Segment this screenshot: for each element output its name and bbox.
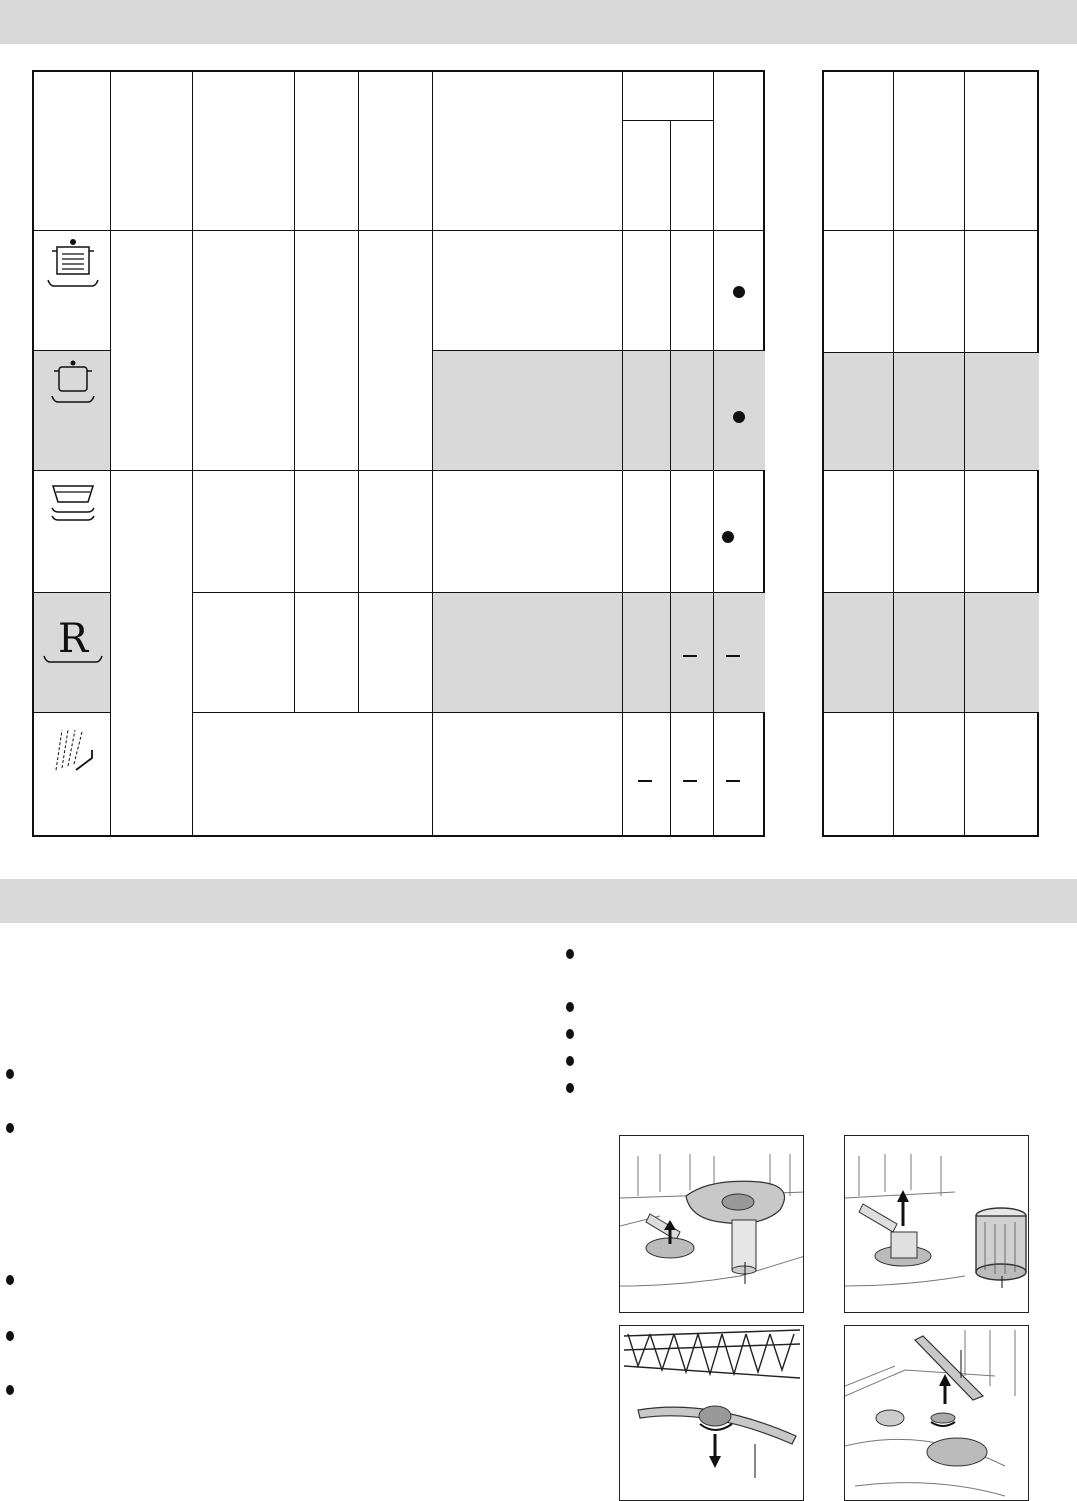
row-line xyxy=(824,592,1039,593)
lower-spray-arm-figure xyxy=(619,1325,804,1501)
col-line xyxy=(670,120,671,837)
header-bottom-line xyxy=(34,230,765,231)
option-mark-dot xyxy=(733,411,745,423)
header-bottom-line xyxy=(824,230,1039,231)
row-line xyxy=(34,712,110,713)
header-sub-line xyxy=(622,120,713,121)
filter-removal-figure xyxy=(619,1135,804,1313)
col-line xyxy=(192,72,193,837)
bullet-point xyxy=(6,1385,14,1395)
shade-row-4 xyxy=(824,592,1039,712)
bullet-point xyxy=(6,1275,14,1285)
lower-spray-arm-illustration xyxy=(620,1326,804,1501)
row-line xyxy=(432,350,765,351)
row-line xyxy=(192,712,765,713)
upper-spray-arm-illustration xyxy=(845,1326,1029,1501)
row-line xyxy=(824,470,1039,471)
filter-cylinder-illustration xyxy=(845,1136,1029,1313)
shade-row-2 xyxy=(824,352,1039,470)
upper-spray-arm-figure xyxy=(844,1325,1029,1501)
col-line xyxy=(110,72,111,837)
option-mark-dash xyxy=(726,780,740,782)
option-mark-dot xyxy=(733,286,745,298)
row-line xyxy=(192,592,765,593)
programme-table xyxy=(32,70,765,837)
section-header-band-top xyxy=(0,0,1077,44)
bullet-point xyxy=(566,1002,574,1012)
col-line xyxy=(358,72,359,712)
intensive-pot-icon xyxy=(44,236,102,294)
shade-row-4-right xyxy=(432,592,765,712)
bullet-point xyxy=(566,1056,574,1066)
row-line xyxy=(34,350,110,351)
rapid-r-letter: R xyxy=(57,616,89,662)
option-mark-dash xyxy=(726,655,740,657)
row-line xyxy=(824,352,1039,353)
filter-removal-illustration xyxy=(620,1136,804,1313)
row-line xyxy=(34,592,110,593)
section-header-band-maintenance xyxy=(0,879,1077,923)
shade-row-2-right xyxy=(432,350,765,470)
col-line xyxy=(432,72,433,837)
option-mark-dash xyxy=(683,780,697,782)
normal-pot-icon xyxy=(44,358,102,408)
bullet-point xyxy=(566,949,574,959)
col-line xyxy=(893,72,894,837)
prewash-spray-icon xyxy=(48,726,100,778)
col-line xyxy=(622,72,623,837)
row-line xyxy=(34,470,765,471)
filter-cylinder-figure xyxy=(844,1135,1029,1313)
option-mark-dash xyxy=(638,780,652,782)
bullet-point xyxy=(6,1069,14,1079)
bullet-point xyxy=(566,1029,574,1039)
col-line xyxy=(713,72,714,837)
row-line xyxy=(824,712,1039,713)
option-mark-dash xyxy=(683,655,697,657)
col-line xyxy=(294,72,295,712)
rapid-r-icon xyxy=(40,612,106,670)
consumption-table xyxy=(822,70,1039,837)
bullet-point xyxy=(6,1331,14,1341)
option-mark-dot xyxy=(722,531,734,543)
eco-bowl-icon xyxy=(46,480,100,528)
bullet-point xyxy=(6,1123,14,1133)
bullet-point xyxy=(566,1083,574,1093)
col-line xyxy=(964,72,965,837)
